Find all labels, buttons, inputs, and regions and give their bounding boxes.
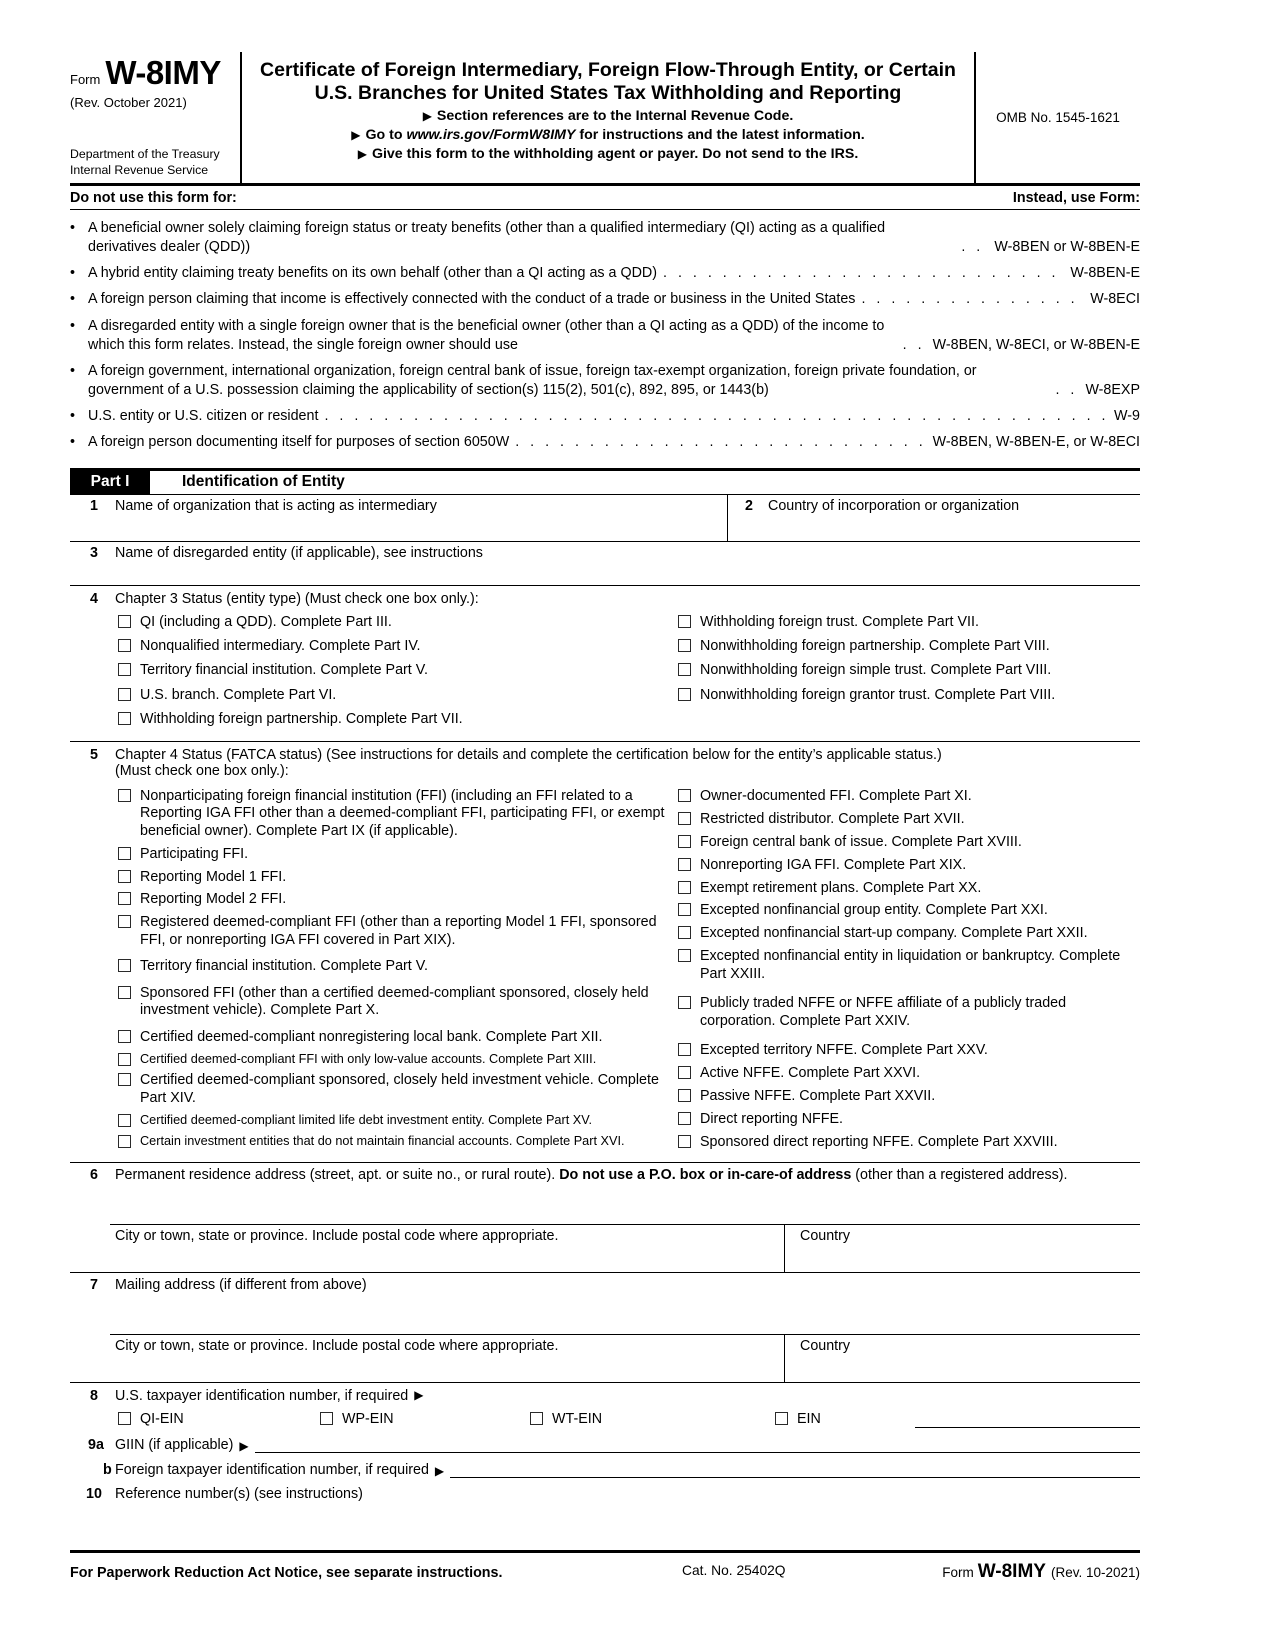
instead-use-form: W-8BEN-E <box>1070 265 1140 282</box>
do-not-use-item <box>70 290 1140 309</box>
form-title-line-2: U.S. Branches for United States Tax Withholding and Reporting <box>314 82 902 104</box>
chapter3-status-option[interactable] <box>678 662 1140 679</box>
chapter4-status-option[interactable] <box>118 1029 678 1046</box>
checkbox-icon[interactable] <box>678 1135 691 1148</box>
line4-number: 4 <box>90 590 98 607</box>
chapter4-status-option[interactable] <box>678 788 1140 805</box>
line1-label: Name of organization that is acting as intermediary <box>115 497 437 514</box>
chapter4-status-option[interactable] <box>678 1088 1140 1105</box>
chapter3-status-option[interactable] <box>118 662 678 679</box>
checkbox-icon[interactable] <box>678 949 691 962</box>
chapter4-option-label: Certified deemed-compliant nonregistering local bank. Complete Part XII. <box>140 1028 603 1045</box>
agency-line-1: Department of the Treasury <box>70 147 220 162</box>
form-number: W-8IMY <box>105 54 221 91</box>
instruction-3-text: Give this form to the withholding agent or payer. Do not send to the IRS. <box>371 146 859 162</box>
arrow-icon: ▶ <box>434 1463 445 1478</box>
arrow-icon: ▶ <box>239 1438 249 1453</box>
dot-leader <box>663 264 1064 283</box>
line8-number: 8 <box>90 1387 98 1404</box>
line1-label-row <box>70 495 727 514</box>
checkbox-icon[interactable] <box>678 789 691 802</box>
form-header <box>70 52 1140 186</box>
line8-label: U.S. taxpayer identification number, if required <box>115 1387 409 1404</box>
chapter4-status-option[interactable] <box>118 1052 678 1067</box>
chapter4-status-option[interactable] <box>678 1134 1140 1151</box>
do-not-use-item <box>70 362 1140 400</box>
line6-label-bold: Do not use a P.O. box or in-care-of address <box>559 1166 852 1183</box>
arrow-icon: ▶ <box>351 128 361 142</box>
do-not-use-item <box>70 433 1140 452</box>
chapter4-option-label: Excepted territory NFFE. Complete Part XXV. <box>700 1042 988 1059</box>
instead-use-heading: Instead, use Form: <box>1012 190 1140 206</box>
header-instruction-1 <box>252 108 964 124</box>
chapter4-option-label: Certified deemed-compliant FFI with only low-value accounts. Complete Part XIII. <box>140 1051 597 1066</box>
checkbox-icon[interactable] <box>678 1089 691 1102</box>
instead-use-form: W-8BEN or W-8BEN-E <box>994 239 1140 256</box>
chapter3-status-right-column <box>678 614 1140 736</box>
chapter3-option-label: Nonwithholding foreign simple trust. Complete Part VIII. <box>700 662 1052 679</box>
incorporation-country-input[interactable] <box>728 514 1140 541</box>
line10-number: 10 <box>86 1485 102 1502</box>
checkbox-icon[interactable] <box>118 663 131 676</box>
permanent-city-input[interactable] <box>115 1244 784 1272</box>
instead-use-form: W-8BEN, W-8BEN-E, or W-8ECI <box>932 434 1140 451</box>
checkbox-icon[interactable] <box>118 847 131 860</box>
form-id <box>70 54 234 92</box>
chapter4-status-option[interactable] <box>678 811 1140 828</box>
permanent-country-input[interactable] <box>800 1244 1140 1272</box>
do-not-use-item <box>70 317 1140 355</box>
checkbox-icon[interactable] <box>118 1053 131 1066</box>
bullet-icon: • <box>70 317 76 334</box>
chapter4-option-label: Registered deemed-compliant FFI (other than a reporting Model 1 FFI, sponsored FFI, or nonreporting IGA FFI covered in Part XIX). <box>140 914 657 948</box>
line9b-row <box>70 1453 1140 1478</box>
dot-leader <box>1055 381 1079 400</box>
chapter4-status-option[interactable] <box>678 857 1140 874</box>
form-revision: (Rev. October 2021) <box>70 95 187 110</box>
agency-block <box>70 147 234 179</box>
chapter4-option-label: Participating FFI. <box>140 845 249 862</box>
chapter4-status-option[interactable] <box>678 948 1140 983</box>
chapter4-option-label: Foreign central bank of issue. Complete Part XVIII. <box>700 833 1022 850</box>
line5-columns <box>70 779 1140 1160</box>
line6-section <box>70 1162 1140 1273</box>
footer-form-number: W-8IMY <box>977 1560 1046 1582</box>
checkbox-icon[interactable] <box>118 1030 131 1043</box>
part1-bar <box>70 468 1140 495</box>
chapter3-option-label: Withholding foreign trust. Complete Part VII. <box>700 613 979 630</box>
footer-form-word: Form <box>942 1564 974 1580</box>
us-tin-input[interactable] <box>915 1411 1140 1428</box>
chapter4-status-option[interactable] <box>118 985 678 1020</box>
chapter4-status-option[interactable] <box>118 869 678 886</box>
chapter4-option-label: Certified deemed-compliant sponsored, closely held investment vehicle. Complete Part XIV. <box>140 1072 659 1106</box>
line6-city-cell <box>70 1225 785 1272</box>
chapter4-option-label: Sponsored FFI (other than a certified deemed-compliant sponsored, closely held investment vehicle). Complete Part X. <box>140 984 649 1019</box>
line10-row <box>70 1478 1140 1548</box>
tin-type-label: WP-EIN <box>342 1410 394 1427</box>
chapter4-status-option[interactable] <box>118 958 678 975</box>
line5-section <box>70 741 1140 1162</box>
line3-label-row <box>70 542 1140 561</box>
line4-label-row <box>70 591 1140 607</box>
mailing-address-input[interactable] <box>110 1293 1140 1335</box>
instead-use-form: W-9 <box>1114 408 1140 425</box>
checkbox-icon[interactable] <box>118 688 131 701</box>
line10-label: Reference number(s) (see instructions) <box>115 1485 363 1502</box>
chapter4-option-label: Publicly traded NFFE or NFFE affiliate of a publicly traded corporation. Complete Part XXIV. <box>700 995 1067 1029</box>
tin-type-label: EIN <box>797 1410 821 1427</box>
line6-label <box>115 1167 1068 1183</box>
line6-label-pre: Permanent residence address (street, apt. or suite no., or rural route). <box>115 1166 560 1183</box>
checkbox-icon[interactable] <box>678 858 691 871</box>
chapter4-option-label: Territory financial institution. Complete Part V. <box>140 958 428 975</box>
chapter4-status-option[interactable] <box>118 891 678 908</box>
header-instruction-2 <box>252 127 964 143</box>
bullet-icon: • <box>70 362 76 379</box>
chapter4-status-option[interactable] <box>118 846 678 863</box>
chapter3-status-option[interactable] <box>118 638 678 655</box>
chapter4-option-label: Certain investment entities that do not maintain financial accounts. Complete Part XVI. <box>140 1133 625 1148</box>
checkbox-icon[interactable] <box>118 712 131 725</box>
chapter4-option-label: Excepted nonfinancial entity in liquidation or bankruptcy. Complete Part XXIII. <box>700 948 1121 982</box>
part1-label: Part I <box>70 471 150 494</box>
do-not-use-text: U.S. entity or U.S. citizen or resident <box>88 408 319 425</box>
line9a-label: GIIN (if applicable) <box>115 1436 234 1453</box>
checkbox-icon[interactable] <box>118 1114 131 1127</box>
chapter4-status-option[interactable] <box>678 925 1140 942</box>
checkbox-icon[interactable] <box>678 926 691 939</box>
line4-section <box>70 586 1140 741</box>
bullet-icon: • <box>70 265 76 282</box>
chapter4-status-option[interactable] <box>118 914 678 949</box>
line9b-label: Foreign taxpayer identification number, if required <box>115 1461 429 1478</box>
line6-country-cell <box>785 1225 1140 1272</box>
do-not-use-heading: Do not use this form for: <box>70 190 237 206</box>
chapter4-status-option[interactable] <box>118 1134 678 1149</box>
line6-label-row <box>70 1167 1140 1183</box>
disregarded-entity-name-input[interactable] <box>70 561 1140 585</box>
tin-type-label: QI-EIN <box>140 1410 184 1427</box>
line2-label-row <box>728 495 1140 514</box>
do-not-use-item <box>70 219 1140 257</box>
chapter3-status-option[interactable] <box>678 687 1140 704</box>
checkbox-icon[interactable] <box>118 870 131 883</box>
tin-type-option[interactable] <box>775 1411 821 1428</box>
line2-label: Country of incorporation or organization <box>768 497 1020 514</box>
tin-type-label: WT-EIN <box>552 1410 603 1427</box>
agency-line-2: Internal Revenue Service <box>70 163 209 178</box>
line7-label-row <box>70 1273 1140 1293</box>
form-header-center <box>242 52 974 183</box>
row-line1-line2 <box>70 495 1140 542</box>
checkbox-icon[interactable] <box>678 1112 691 1125</box>
checkbox-icon[interactable] <box>118 959 131 972</box>
checkbox-icon[interactable] <box>530 1412 543 1425</box>
checkbox-icon[interactable] <box>118 1073 131 1086</box>
chapter3-status-option[interactable] <box>678 614 1140 631</box>
irs-url-link[interactable]: www.irs.gov/FormW8IMY <box>406 127 576 143</box>
instruction-2-pre: Go to <box>365 127 407 143</box>
instead-use-form: W-8BEN, W-8ECI, or W-8BEN-E <box>932 336 1140 353</box>
chapter4-status-option[interactable] <box>678 834 1140 851</box>
form-word: Form <box>70 72 101 87</box>
chapter3-status-option[interactable] <box>118 711 678 728</box>
dot-leader <box>515 433 926 452</box>
do-not-use-text: A beneficial owner solely claiming foreign status or treaty benefits (other than a qualified intermediary (QI) acting as a qualified derivatives dealer (QDD)) <box>88 220 886 256</box>
line4-columns <box>70 607 1140 739</box>
city-label: City or town, state or province. Include postal code where appropriate. <box>115 1227 559 1244</box>
checkbox-icon[interactable] <box>678 835 691 848</box>
chapter3-option-label: U.S. branch. Complete Part VI. <box>140 686 337 703</box>
dot-leader <box>861 290 1084 309</box>
chapter4-option-label: Certified deemed-compliant limited life debt investment entity. Complete Part XV. <box>140 1112 593 1127</box>
line9b-number: b <box>103 1461 112 1478</box>
chapter4-status-right-column <box>678 788 1140 1157</box>
chapter3-status-left-column <box>70 614 678 736</box>
line8-fill <box>915 1411 1140 1428</box>
omb-number: OMB No. 1545-1621 <box>996 110 1120 125</box>
dot-leader <box>324 407 1108 426</box>
chapter4-status-option[interactable] <box>678 1042 1140 1059</box>
line1-number: 1 <box>90 497 98 514</box>
chapter4-option-label: Owner-documented FFI. Complete Part XI. <box>700 787 972 804</box>
country-label: Country <box>800 1227 851 1244</box>
checkbox-icon[interactable] <box>678 903 691 916</box>
checkbox-icon[interactable] <box>678 1043 691 1056</box>
bullet-icon: • <box>70 220 76 236</box>
city-label: City or town, state or province. Include postal code where appropriate. <box>115 1337 559 1354</box>
country-label: Country <box>800 1337 851 1354</box>
checkbox-icon[interactable] <box>118 1412 131 1425</box>
line6-city-country-row <box>70 1225 1140 1273</box>
chapter4-status-left-column <box>70 788 678 1157</box>
line7-section <box>70 1273 1140 1383</box>
form-header-left <box>70 52 242 183</box>
mailing-country-input[interactable] <box>800 1354 1140 1382</box>
do-not-use-text: A foreign government, international organization, foreign central bank of issue, foreign tax-exempt organization, foreign private foundation, or government of a U.S. possession claiming the applicability of section(s) 115(2), 501(c), 892, 895, or 1443(b) <box>88 362 977 399</box>
checkbox-icon[interactable] <box>775 1412 788 1425</box>
line5-label-row <box>70 747 1140 763</box>
paperwork-notice: For Paperwork Reduction Act Notice, see separate instructions. <box>70 1564 503 1581</box>
checkbox-icon[interactable] <box>678 812 691 825</box>
giin-input[interactable] <box>255 1436 1140 1453</box>
chapter4-status-option[interactable] <box>678 880 1140 897</box>
line5-number: 5 <box>90 746 98 763</box>
chapter3-option-label: Nonwithholding foreign grantor trust. Complete Part VIII. <box>700 686 1056 703</box>
checkbox-icon[interactable] <box>678 881 691 894</box>
tin-type-option[interactable] <box>118 1411 320 1428</box>
part1-title: Identification of Entity <box>182 472 345 490</box>
header-instruction-3 <box>252 146 964 162</box>
form-footer <box>70 1550 1140 1583</box>
checkbox-icon[interactable] <box>678 688 691 701</box>
line7-number: 7 <box>90 1276 98 1293</box>
form-title-line-1: Certificate of Foreign Intermediary, Foreign Flow-Through Entity, or Certain <box>260 59 956 81</box>
tin-type-option[interactable] <box>530 1411 775 1428</box>
do-not-use-heading-row <box>70 186 1140 210</box>
do-not-use-item <box>70 264 1140 283</box>
chapter4-option-label: Sponsored direct reporting NFFE. Complete Part XXVIII. <box>700 1133 1058 1150</box>
dot-leader <box>961 238 988 257</box>
checkbox-icon[interactable] <box>118 986 131 999</box>
chapter4-status-option[interactable] <box>118 788 678 840</box>
line6-label-post: (other than a registered address). <box>851 1166 1068 1183</box>
chapter4-option-label: Reporting Model 2 FFI. <box>140 891 287 908</box>
instruction-1-text: Section references are to the Internal Revenue Code. <box>436 108 794 124</box>
bullet-icon: • <box>70 291 76 308</box>
chapter4-status-option[interactable] <box>118 1113 678 1128</box>
checkbox-icon[interactable] <box>678 639 691 652</box>
chapter4-option-label: Exempt retirement plans. Complete Part XX. <box>700 879 982 896</box>
checkbox-icon[interactable] <box>118 615 131 628</box>
chapter4-option-label: Passive NFFE. Complete Part XXVII. <box>700 1087 936 1104</box>
chapter4-status-option[interactable] <box>678 1111 1140 1128</box>
line3-number: 3 <box>90 544 98 561</box>
chapter4-option-label: Active NFFE. Complete Part XXVI. <box>700 1065 921 1081</box>
field-line2 <box>728 495 1140 541</box>
checkbox-icon[interactable] <box>118 1135 131 1148</box>
do-not-use-text: A foreign person claiming that income is effectively connected with the conduct of a trade or business in the United States <box>88 291 856 308</box>
checkbox-icon[interactable] <box>118 915 131 928</box>
line9a-row <box>70 1428 1140 1453</box>
catalog-number: Cat. No. 25402Q <box>682 1562 786 1578</box>
checkbox-icon[interactable] <box>118 892 131 905</box>
line3-label: Name of disregarded entity (if applicable), see instructions <box>115 544 483 561</box>
chapter3-status-option[interactable] <box>118 687 678 704</box>
foreign-tin-input[interactable] <box>450 1461 1140 1478</box>
line7-city-cell <box>70 1335 785 1382</box>
chapter4-status-option[interactable] <box>678 902 1140 919</box>
bullet-icon: • <box>70 408 76 425</box>
chapter3-status-option[interactable] <box>118 614 678 631</box>
footer-form-id <box>942 1561 1140 1583</box>
chapter3-option-label: Territory financial institution. Complete Part V. <box>140 662 428 679</box>
chapter4-status-option[interactable] <box>678 1065 1140 1082</box>
chapter4-option-label: Excepted nonfinancial group entity. Complete Part XXI. <box>700 902 1048 919</box>
line8-label-row <box>70 1388 1140 1404</box>
do-not-use-text: A hybrid entity claiming treaty benefits on its own behalf (other than a QI acting as a QDD) <box>88 265 657 282</box>
chapter4-option-label: Direct reporting NFFE. <box>700 1110 844 1127</box>
checkbox-icon[interactable] <box>678 663 691 676</box>
field-line3 <box>70 542 1140 586</box>
tin-type-option[interactable] <box>320 1411 530 1428</box>
instruction-2-post: for instructions and the latest information. <box>575 127 865 143</box>
arrow-icon: ▶ <box>414 1387 424 1402</box>
omb-box <box>974 52 1140 183</box>
form-title <box>252 59 964 105</box>
arrow-icon: ▶ <box>357 147 367 161</box>
organization-name-input[interactable] <box>70 514 727 541</box>
chapter4-option-label: Excepted nonfinancial start-up company. Complete Part XXII. <box>700 925 1088 942</box>
checkbox-icon[interactable] <box>118 639 131 652</box>
chapter4-option-label: Reporting Model 1 FFI. <box>140 868 287 885</box>
footer-form-revision: (Rev. 10-2021) <box>1050 1564 1140 1580</box>
dot-leader <box>903 336 927 355</box>
instead-use-form: W-8EXP <box>1085 382 1140 399</box>
checkbox-icon[interactable] <box>320 1412 333 1425</box>
chapter4-option-label: Restricted distributor. Complete Part XVII. <box>700 810 965 827</box>
line2-number: 2 <box>745 497 753 514</box>
line5-label-line1: Chapter 4 Status (FATCA status) (See instructions for details and complete the certification below for the entity’s applicable status.) <box>115 746 942 763</box>
do-not-use-text: A disregarded entity with a single foreign owner that is the beneficial owner (other than a QI acting as a QDD) of the income to which this form relates. Instead, the single foreign owner should use <box>88 317 885 353</box>
checkbox-icon[interactable] <box>678 1066 691 1079</box>
do-not-use-item <box>70 407 1140 426</box>
bullet-icon: • <box>70 434 76 451</box>
line7-city-country-row <box>70 1335 1140 1383</box>
checkbox-icon[interactable] <box>678 615 691 628</box>
line7-country-cell <box>785 1335 1140 1382</box>
permanent-address-input[interactable] <box>110 1183 1140 1225</box>
line7-label: Mailing address (if different from above) <box>115 1276 367 1293</box>
do-not-use-text: A foreign person documenting itself for purposes of section 6050W <box>88 434 510 451</box>
chapter4-status-option[interactable] <box>118 1072 678 1107</box>
chapter3-option-label: QI (including a QDD). Complete Part III. <box>140 613 392 630</box>
chapter3-status-option[interactable] <box>678 638 1140 655</box>
instead-use-form: W-8ECI <box>1090 291 1140 308</box>
arrow-icon: ▶ <box>422 109 432 123</box>
line4-label: Chapter 3 Status (entity type) (Must check one box only.): <box>115 590 479 607</box>
chapter4-option-label: Nonreporting IGA FFI. Complete Part XIX. <box>700 856 967 873</box>
field-line1 <box>70 495 728 541</box>
line6-number: 6 <box>90 1166 98 1183</box>
checkbox-icon[interactable] <box>678 996 691 1009</box>
chapter3-option-label: Nonwithholding foreign partnership. Complete Part VIII. <box>700 638 1050 654</box>
do-not-use-list <box>70 210 1140 468</box>
line5-label-line2: (Must check one box only.): <box>115 762 289 779</box>
checkbox-icon[interactable] <box>118 789 131 802</box>
mailing-city-input[interactable] <box>115 1354 784 1382</box>
chapter4-option-label: Nonparticipating foreign financial institution (FFI) (including an FFI related to a Reporting IGA FFI other than a deemed-compliant FFI, participating FFI, or exempt beneficial owner). Complete Part IX (if applicable). <box>140 787 665 839</box>
chapter4-status-option[interactable] <box>678 995 1140 1030</box>
chapter3-option-label: Nonqualified intermediary. Complete Part IV. <box>140 638 421 654</box>
chapter3-option-label: Withholding foreign partnership. Complete Part VII. <box>140 711 463 728</box>
line9a-number: 9a <box>88 1436 104 1453</box>
